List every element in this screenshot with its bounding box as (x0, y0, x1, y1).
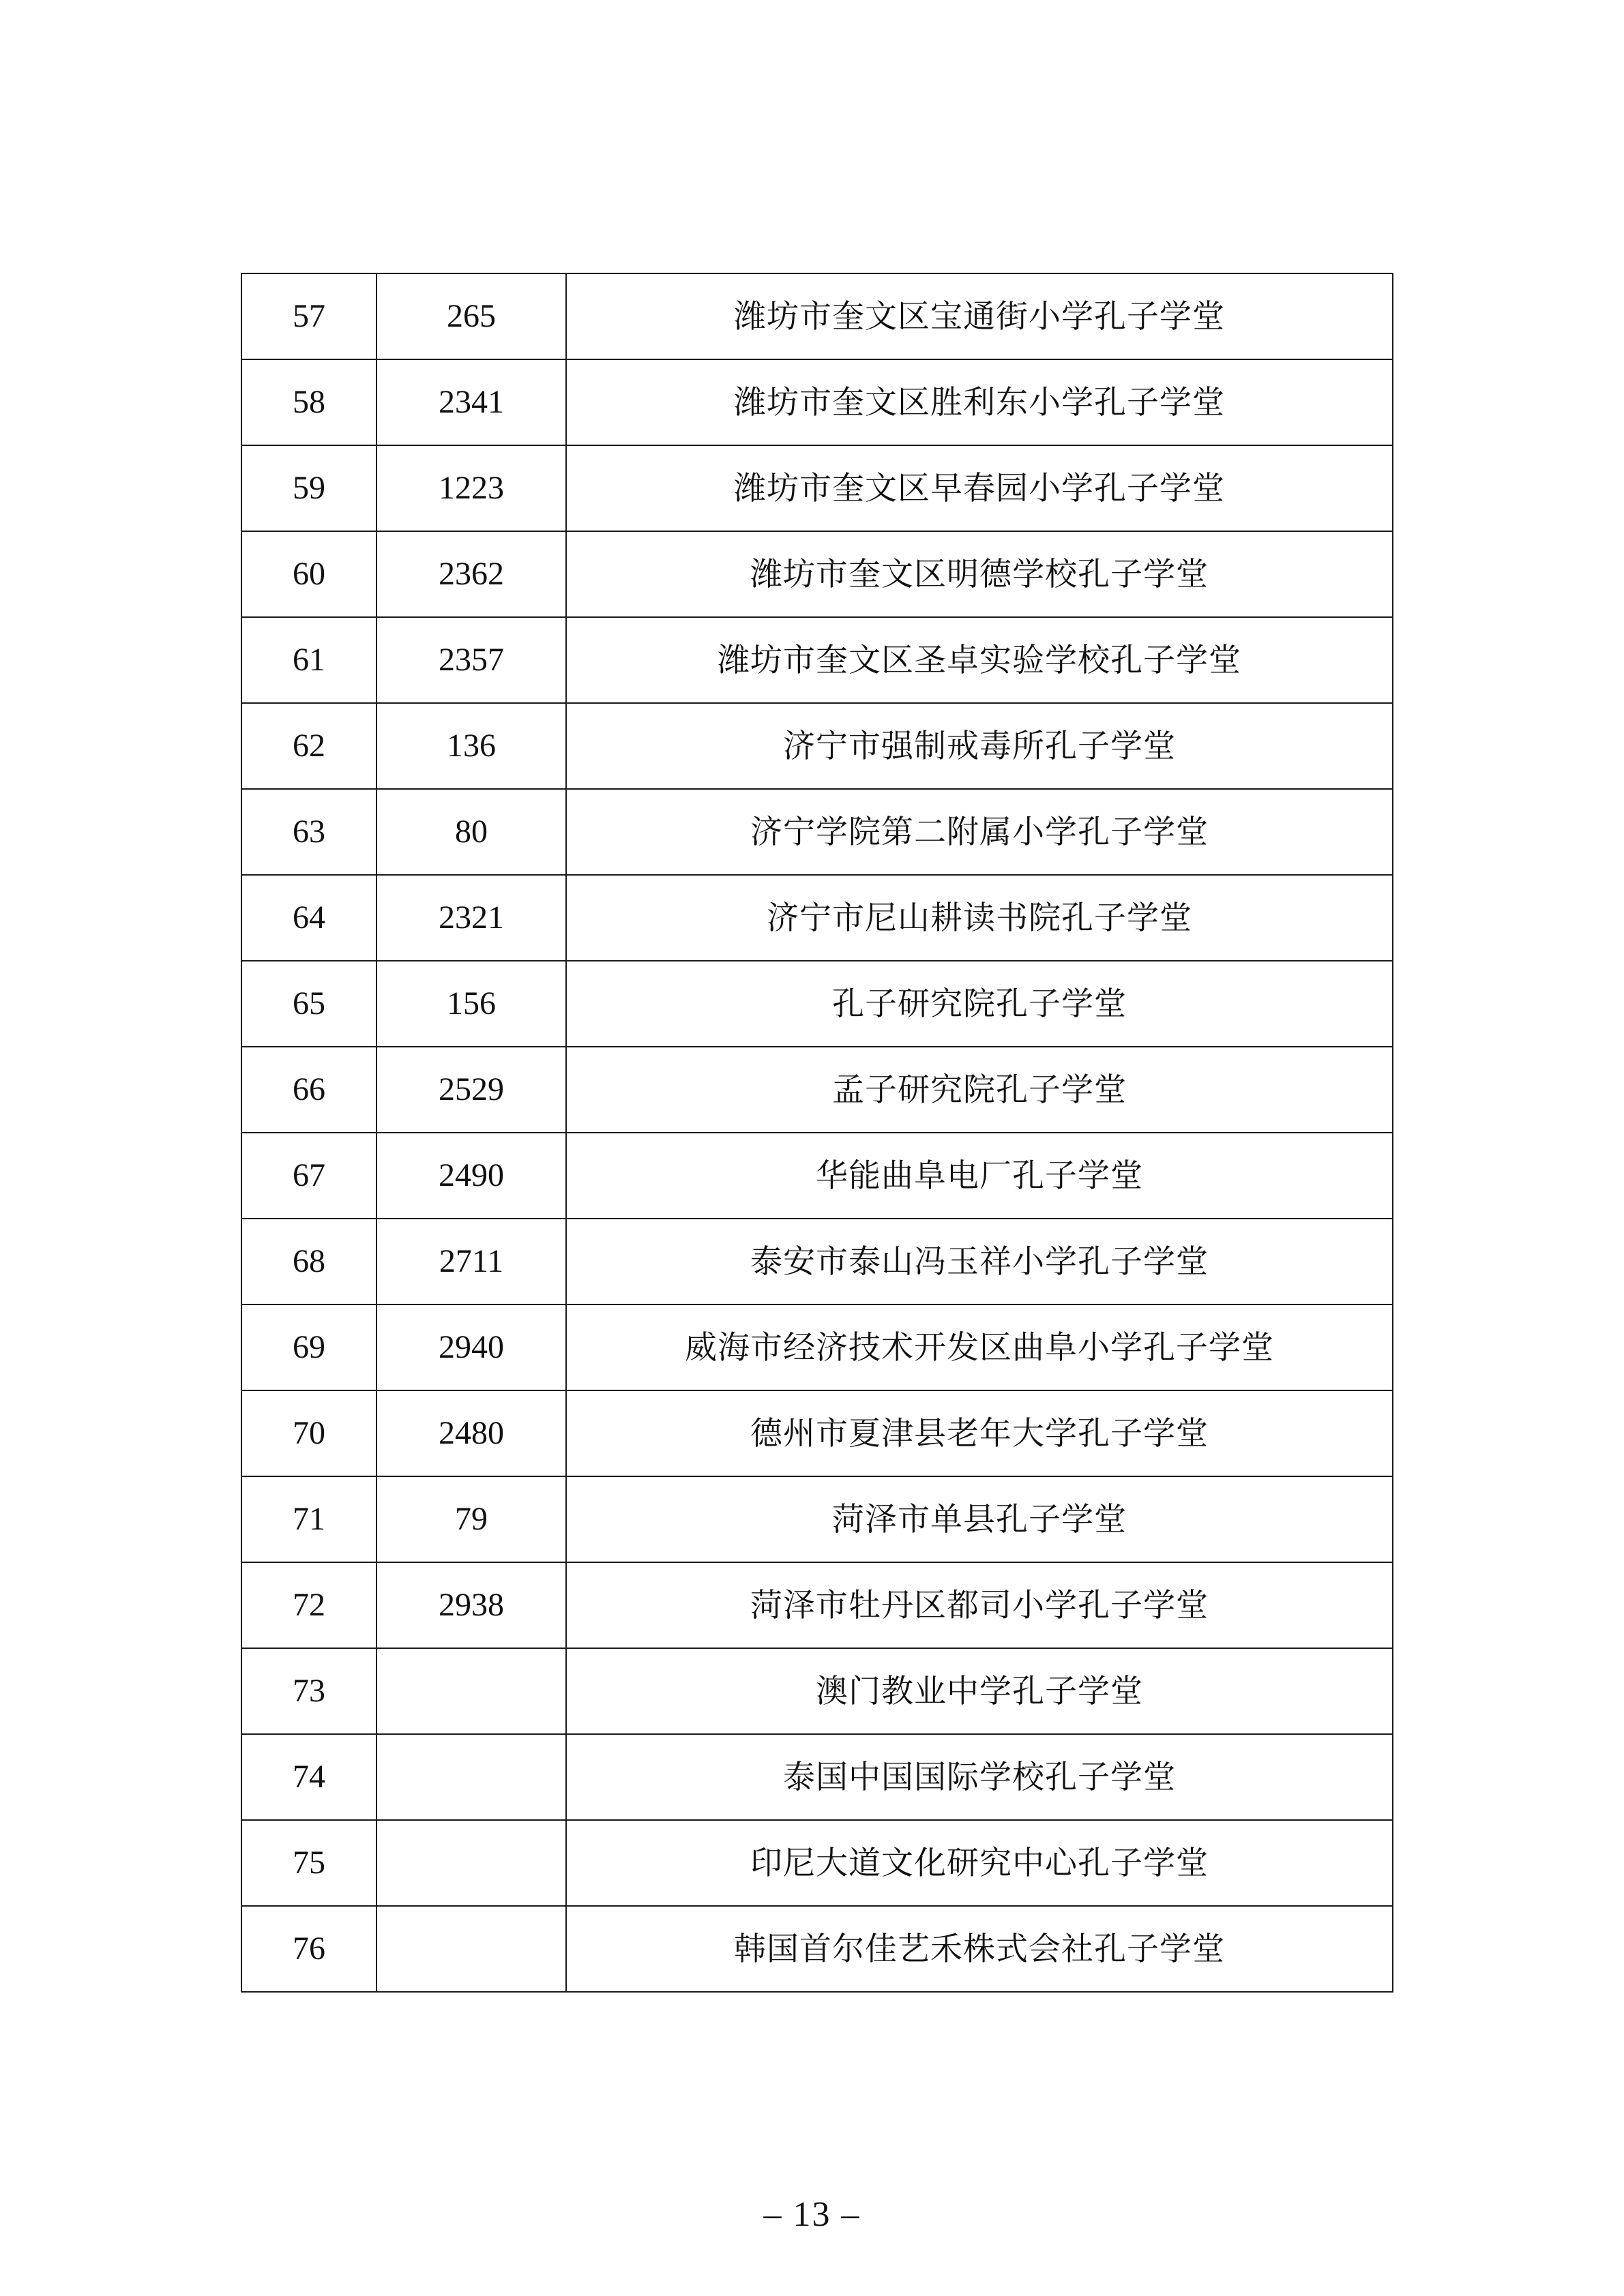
row-code: 79 (377, 1476, 566, 1562)
row-school-name: 华能曲阜电厂孔子学堂 (566, 1133, 1393, 1219)
row-school-name: 泰安市泰山冯玉祥小学孔子学堂 (566, 1219, 1393, 1304)
row-school-name: 孔子研究院孔子学堂 (566, 961, 1393, 1047)
row-code: 2940 (377, 1304, 566, 1390)
row-school-name: 印尼大道文化研究中心孔子学堂 (566, 1820, 1393, 1906)
row-code: 156 (377, 961, 566, 1047)
row-code: 80 (377, 789, 566, 875)
row-code: 2938 (377, 1562, 566, 1648)
school-list-table (241, 273, 1393, 1993)
row-sequence-number: 73 (241, 1648, 377, 1734)
row-code: 2341 (377, 359, 566, 445)
table-row (241, 1562, 1393, 1648)
row-school-name: 潍坊市奎文区胜利东小学孔子学堂 (566, 359, 1393, 445)
row-school-name: 菏泽市单县孔子学堂 (566, 1476, 1393, 1562)
row-code: 136 (377, 703, 566, 789)
row-school-name: 济宁市强制戒毒所孔子学堂 (566, 703, 1393, 789)
table-row (241, 1047, 1393, 1133)
page-number: – 13 – (763, 2195, 861, 2234)
row-school-name: 济宁市尼山耕读书院孔子学堂 (566, 875, 1393, 961)
row-school-name: 潍坊市奎文区早春园小学孔子学堂 (566, 445, 1393, 531)
table-row (241, 703, 1393, 789)
row-sequence-number: 75 (241, 1820, 377, 1906)
row-sequence-number: 71 (241, 1476, 377, 1562)
row-sequence-number: 67 (241, 1133, 377, 1219)
table-row (241, 1390, 1393, 1476)
row-code: 2711 (377, 1219, 566, 1304)
table-body (241, 273, 1393, 1992)
row-sequence-number: 72 (241, 1562, 377, 1648)
row-sequence-number: 70 (241, 1390, 377, 1476)
row-sequence-number: 65 (241, 961, 377, 1047)
row-code (377, 1648, 566, 1734)
table-row (241, 617, 1393, 703)
table-row (241, 961, 1393, 1047)
row-sequence-number: 68 (241, 1219, 377, 1304)
row-code: 2490 (377, 1133, 566, 1219)
row-sequence-number: 59 (241, 445, 377, 531)
table-row (241, 273, 1393, 359)
table-row (241, 1820, 1393, 1906)
table-row (241, 1648, 1393, 1734)
row-sequence-number: 62 (241, 703, 377, 789)
table-row (241, 1219, 1393, 1304)
row-school-name: 泰国中国国际学校孔子学堂 (566, 1734, 1393, 1820)
row-school-name: 济宁学院第二附属小学孔子学堂 (566, 789, 1393, 875)
table-row (241, 789, 1393, 875)
table-row (241, 359, 1393, 445)
row-sequence-number: 57 (241, 273, 377, 359)
row-school-name: 孟子研究院孔子学堂 (566, 1047, 1393, 1133)
row-school-name: 潍坊市奎文区圣卓实验学校孔子学堂 (566, 617, 1393, 703)
row-sequence-number: 74 (241, 1734, 377, 1820)
row-code (377, 1906, 566, 1992)
table-row (241, 875, 1393, 961)
row-school-name: 威海市经济技术开发区曲阜小学孔子学堂 (566, 1304, 1393, 1390)
row-code (377, 1820, 566, 1906)
row-sequence-number: 76 (241, 1906, 377, 1992)
table-row (241, 1906, 1393, 1992)
row-school-name: 菏泽市牡丹区都司小学孔子学堂 (566, 1562, 1393, 1648)
table-row (241, 1304, 1393, 1390)
row-school-name: 韩国首尔佳艺禾株式会社孔子学堂 (566, 1906, 1393, 1992)
row-sequence-number: 58 (241, 359, 377, 445)
row-code: 2362 (377, 531, 566, 617)
row-school-name: 潍坊市奎文区明德学校孔子学堂 (566, 531, 1393, 617)
row-code: 2529 (377, 1047, 566, 1133)
row-sequence-number: 66 (241, 1047, 377, 1133)
row-code: 2480 (377, 1390, 566, 1476)
table-row (241, 1734, 1393, 1820)
row-code: 1223 (377, 445, 566, 531)
row-school-name: 潍坊市奎文区宝通街小学孔子学堂 (566, 273, 1393, 359)
row-school-name: 澳门教业中学孔子学堂 (566, 1648, 1393, 1734)
table-row (241, 1476, 1393, 1562)
row-sequence-number: 61 (241, 617, 377, 703)
table-row (241, 1133, 1393, 1219)
row-code: 2357 (377, 617, 566, 703)
row-sequence-number: 69 (241, 1304, 377, 1390)
row-code (377, 1734, 566, 1820)
table-row (241, 531, 1393, 617)
row-sequence-number: 64 (241, 875, 377, 961)
row-code: 2321 (377, 875, 566, 961)
row-school-name: 德州市夏津县老年大学孔子学堂 (566, 1390, 1393, 1476)
row-sequence-number: 60 (241, 531, 377, 617)
row-sequence-number: 63 (241, 789, 377, 875)
row-code: 265 (377, 273, 566, 359)
table-row (241, 445, 1393, 531)
